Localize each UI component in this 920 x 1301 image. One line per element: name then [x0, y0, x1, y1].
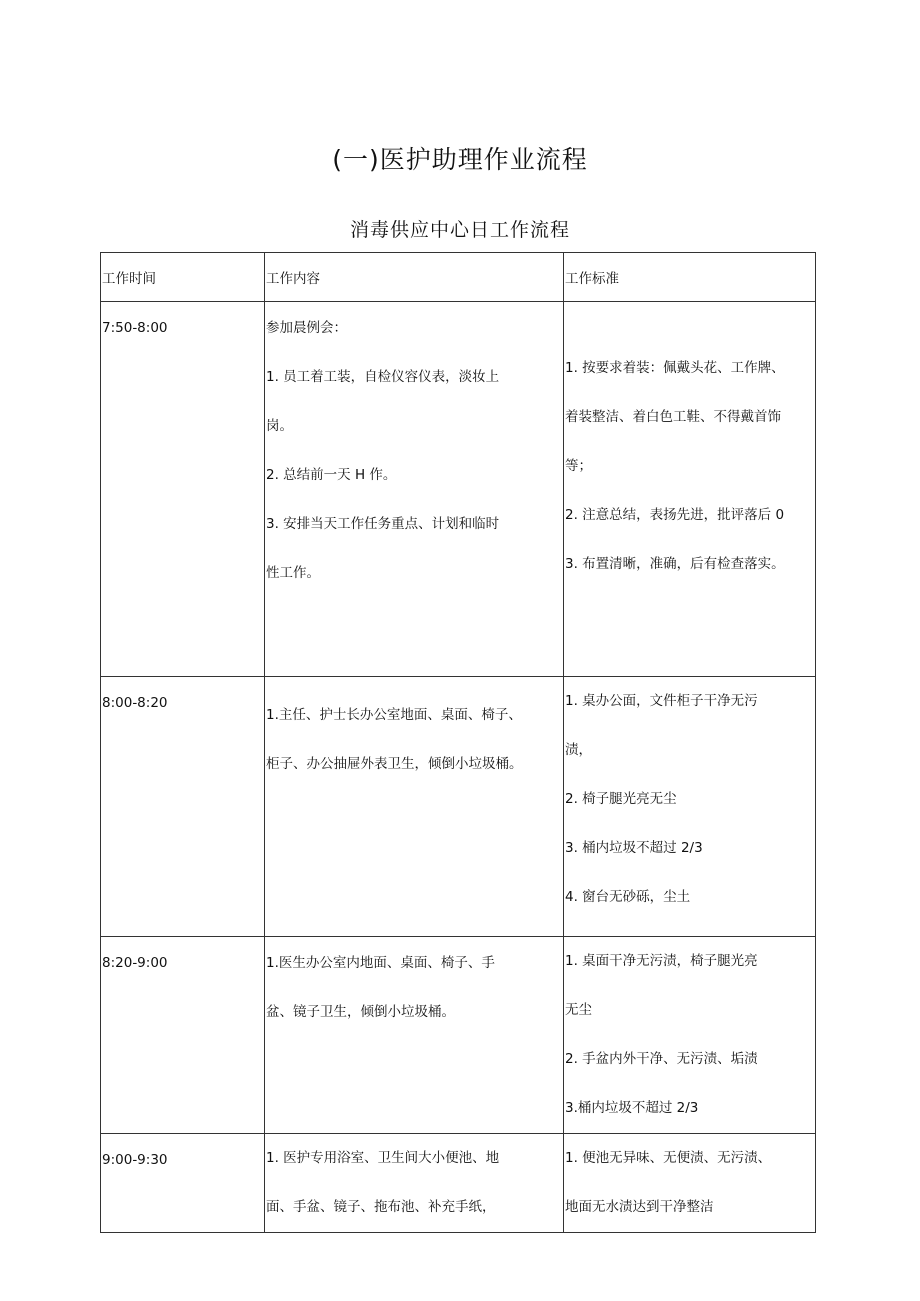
content-cell	[265, 677, 564, 937]
time-cell	[101, 937, 265, 1134]
standard-cell	[564, 302, 816, 677]
header-standard: 工作标准	[564, 253, 816, 302]
header-time: 工作时间	[101, 253, 265, 302]
time-cell	[101, 677, 265, 937]
content-line: 面、手盆、镜子、拖布池、补充手纸，	[266, 1199, 496, 1215]
standard-line: 2. 注意总结，表扬先进，批评落后 0	[565, 507, 785, 523]
standard-line: 无尘	[565, 1002, 592, 1018]
standard-line: 1. 桌办公面，文件柜子干净无污	[565, 693, 758, 709]
standard-line: 4. 窗台无砂砾，尘土	[565, 889, 691, 905]
table-row	[101, 302, 816, 677]
standard-line: 2. 手盆内外干净、无污渍、垢渍	[565, 1051, 758, 1067]
time-text: 9:00-9:30	[102, 1152, 168, 1168]
table-row	[101, 937, 816, 1134]
content-cell	[265, 1134, 564, 1233]
standard-cell	[564, 677, 816, 937]
time-cell	[101, 302, 265, 677]
content-line: 参加晨例会：	[266, 320, 347, 336]
time-text: 8:20-9:00	[102, 955, 168, 971]
standard-line: 1. 便池无异味、无便渍、无污渍、	[565, 1150, 772, 1166]
content-line: 1.医生办公室内地面、桌面、椅子、手	[266, 955, 495, 971]
content-cell	[265, 937, 564, 1134]
standard-line: 2. 椅子腿光亮无尘	[565, 791, 677, 807]
content-line: 1. 医护专用浴室、卫生间大小便池、地	[266, 1150, 500, 1166]
table-title: 消毒供应中心日工作流程	[349, 219, 570, 241]
content-line: 1.主任、护士长办公室地面、桌面、椅子、	[266, 707, 522, 723]
standard-line: 着装整洁、着白色工鞋、不得戴首饰	[565, 409, 781, 425]
standard-line: 3. 布置清晰，准确，后有检查落实。	[565, 556, 785, 572]
content-line: 性工作。	[266, 565, 320, 581]
standard-line: 3.桶内垃圾不超过 2/3	[565, 1100, 699, 1116]
document-title: (一)医护助理作业流程	[332, 145, 588, 174]
standard-cell	[564, 1134, 816, 1233]
standard-line: 等；	[565, 458, 592, 474]
time-text: 7:50-8:00	[102, 320, 168, 336]
content-line: 盆、镜子卫生，倾倒小垃圾桶。	[266, 1004, 455, 1020]
table-row	[101, 1134, 816, 1233]
table-header-row	[101, 253, 816, 302]
content-line: 岗。	[266, 418, 293, 434]
standard-line: 1. 桌面干净无污渍，椅子腿光亮	[565, 953, 758, 969]
content-line: 1. 员工着工装，自检仪容仪表，淡妆上	[266, 369, 500, 385]
standard-line: 3. 桶内垃圾不超过 2/3	[565, 840, 703, 856]
standard-line: 渍，	[565, 742, 592, 758]
content-line: 3. 安排当天工作任务重点、计划和临时	[266, 516, 500, 532]
content-line: 2. 总结前一天 H 作。	[266, 467, 397, 483]
table-row	[101, 677, 816, 937]
content-line: 柜子、办公抽屉外表卫生，倾倒小垃圾桶。	[266, 756, 523, 772]
standard-line: 地面无水渍达到干净整洁	[565, 1199, 714, 1215]
time-text: 8:00-8:20	[102, 695, 168, 711]
standard-cell	[564, 937, 816, 1134]
workflow-table	[100, 252, 816, 1233]
header-content: 工作内容	[265, 253, 564, 302]
time-cell	[101, 1134, 265, 1233]
standard-line: 1. 按要求着装：佩戴头花、工作牌、	[565, 360, 785, 376]
content-cell	[265, 302, 564, 677]
